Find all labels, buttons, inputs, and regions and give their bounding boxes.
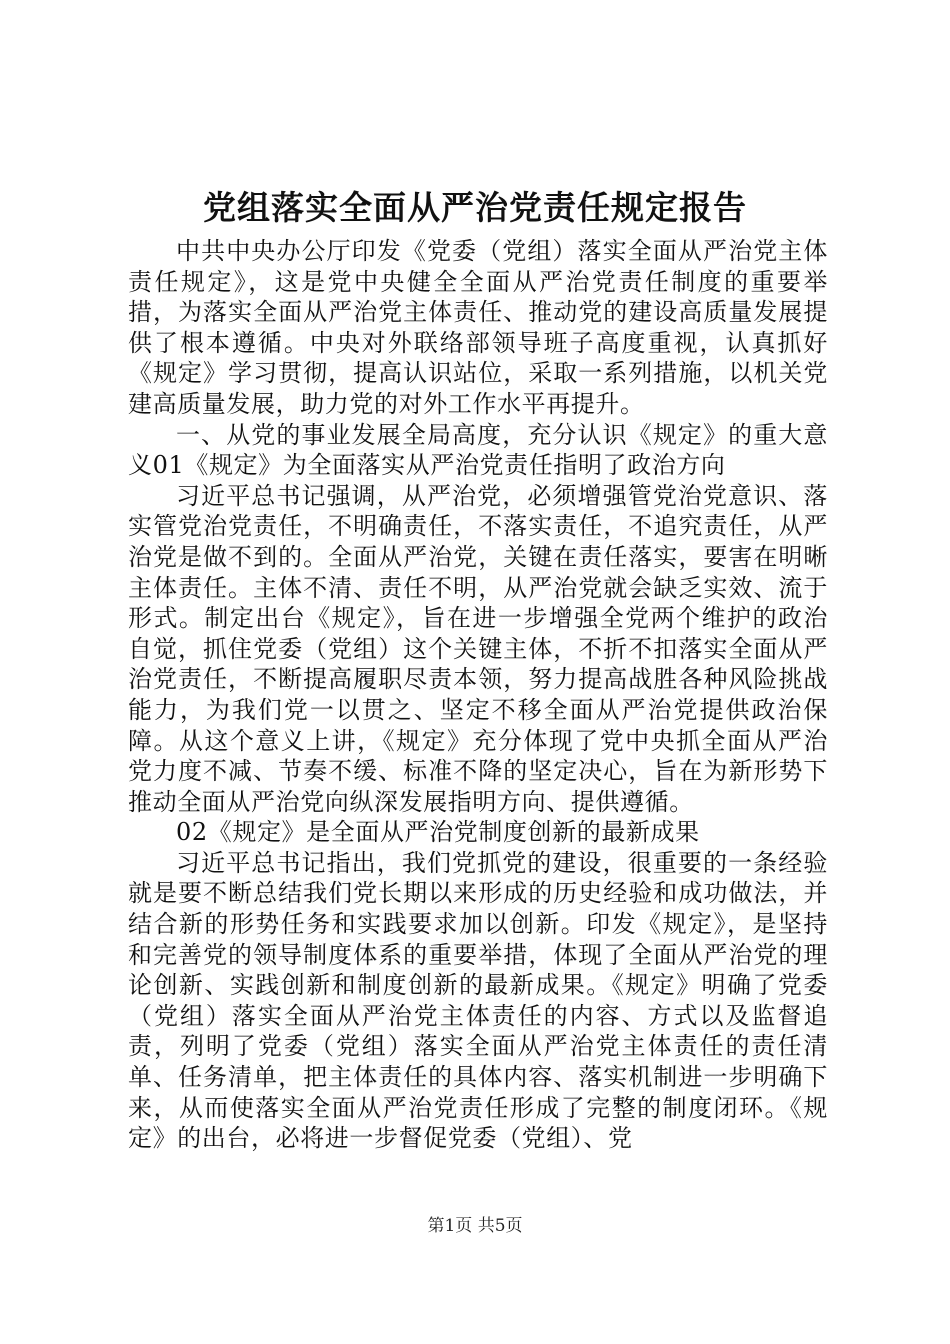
document-title: 党组落实全面从严治党责任规定报告 [203,188,747,227]
paragraph-body-1: 习近平总书记强调，从严治党，必须增强管党治党意识、落实管党治党责任，不明确责任，不落实责任，不追究责任，从严治党是做不到的。全面从严治党，关键在责任落实，要害在明晰主体责任。主体不清、责任不明，从严治党就会缺乏实效、流于形式。制定出台《规定》，旨在进一步增强全党两个维护的政治自觉，抓住党委（党组）这个关键主体，不折不扣落实全面从严治党责任，不断提高履职尽责本领，努力提高战胜各种风险挑战能力，为我们党一以贯之、坚定不移全面从严治党提供政治保障。从这个意义上讲，《规定》充分体现了党中央抓全面从严治党力度不减、节奏不缓、标准不降的坚定决心，旨在为新形势下推动全面从严治党向纵深发展指明方向、提供遵循。 [128,481,828,816]
paragraph-body-2: 习近平总书记指出，我们党抓党的建设，很重要的一条经验就是要不断总结我们党长期以来形成的历史经验和成功做法，并结合新的形势任务和实践要求加以创新。印发《规定》，是坚持和完善党的领导制度体系的重要举措，体现了全面从严治党的理论创新、实践创新和制度创新的最新成果。《规定》明确了党委（党组）落实全面从严治党主体责任的内容、方式以及监督追责，列明了党委（党组）落实全面从严治党主体责任的责任清单、任务清单，把主体责任的具体内容、落实机制进一步明确下来，从而使落实全面从严治党责任形成了完整的制度闭环。《规定》的出台，必将进一步督促党委（党组）、党 [128,848,828,1153]
paragraph-subheading-2: 02《规定》是全面从严治党制度创新的最新成果 [176,818,700,847]
paragraph-intro: 中共中央办公厅印发《党委（党组）落实全面从严治党主体责任规定》，这是党中央健全全面从严治党责任制度的重要举措，为落实全面从严治党主体责任、推动党的建设高质量发展提供了根本遵循。中央对外联络部领导班子高度重视，认真抓好《规定》学习贯彻，提高认识站位，采取一系列措施，以机关党建高质量发展，助力党的对外工作水平再提升。 [128,237,828,418]
paragraph-section-heading-1: 一、从党的事业发展全局高度，充分认识《规定》的重大意义01《规定》为全面落实从严治党责任指明了政治方向 [128,420,828,480]
document-body [128,236,828,1154]
page-footer: 第1页 共5页 [427,1216,523,1236]
